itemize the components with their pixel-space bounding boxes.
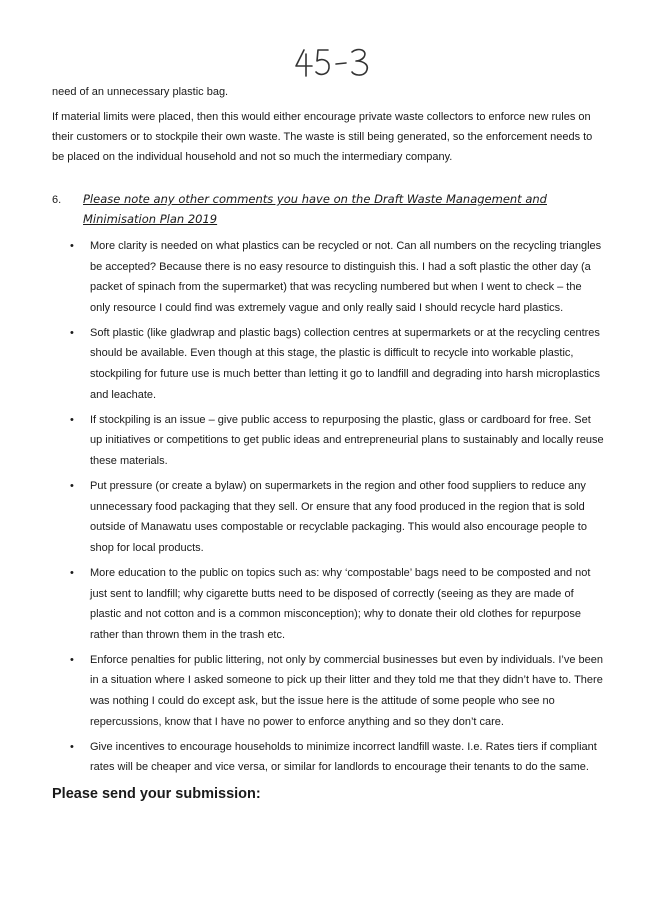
list-item-text: Soft plastic (like gladwrap and plastic bags) collection centres at supermarkets or at the recycling centres should be available. Even though at this stage, the plastic is difficult to recycle into workable plastic, stockpiling for future use is much better than letting it go to landfill and degrading into harsh microplastics and leachate. — [90, 326, 600, 401]
list-item — [62, 410, 604, 472]
list-item-text: Give incentives to encourage households to minimize incorrect landfill waste. I.e. Rates tiers if compliant rates will be cheaper and vice versa, or similar for landlords to encourage their tenants to do the same. — [90, 740, 597, 774]
bullet-icon: • — [70, 653, 74, 666]
comments-list — [62, 236, 604, 782]
list-item — [62, 236, 604, 318]
bullet-icon: • — [70, 240, 74, 252]
list-item-text: Put pressure (or create a bylaw) on supermarkets in the region and other food suppliers to reduce any unnecessary food packaging that they sell. Or ensure that any food produced in the region that is sold outside of Manawatu uses compostable or recyclable packaging. This would also encourage people to shop for local products. — [90, 480, 587, 554]
list-item — [62, 323, 604, 405]
list-item-text: Enforce penalties for public littering, not only by commercial businesses but even by individuals. I’ve been in a situation where I asked someone to pick up their litter and they told me that they didn’t have to. There was nothing I could do except ask, but the issue here is the attitude of some people who see no repercussions, know that I have no power to enforce anything and so they don’t care. — [90, 653, 603, 728]
question-title: Please note any other comments you have on the Draft Waste Management and Minimisation Plan 2019 — [83, 192, 547, 226]
send-submission-heading: Please send your submission: — [52, 786, 261, 802]
bullet-icon: • — [70, 326, 74, 339]
list-item-text: If stockpiling is an issue – give public access to repurposing the plastic, glass or cardboard for free. Set up initiatives or competitions to get public ideas and entrepreneurial plans to sustainably and locally reuse these materials. — [90, 413, 604, 467]
handwritten-page-number — [292, 44, 382, 80]
list-item — [62, 476, 604, 558]
paragraph-material-limits: If material limits were placed, then this would either encourage private waste collectors to enforce new rules on their customers or to stockpile their own waste. The waste is still being generated, so the enforcement needs to be placed on the individual household and not so much the intermediary company. — [52, 111, 593, 163]
bullet-icon: • — [70, 740, 74, 753]
list-item-text: More education to the public on topics such as: why ‘compostable’ bags need to be composted and not just sent to landfill; why cigarette butts need to be disposed of correctly (seeing as they are made of plastic and not cotton and is a common misconception); why to donate their old clothes for repurpose rather than thrown them in the trash etc. — [90, 566, 591, 641]
list-item-text: More clarity is needed on what plastics can be recycled or not. Can all numbers on the recycling triangles be accepted? Because there is no easy resource to distinguish this. I had a soft plastic the other day (a packet of spinach from the supermarket) that was recycling numbered but when I went to check – the only resource I could find was extremely vague and only really said I should recycle hard plastics. — [90, 240, 602, 314]
paragraph-continuation: need of an unnecessary plastic bag. — [52, 86, 229, 98]
list-item — [62, 737, 604, 778]
bullet-icon: • — [70, 566, 74, 579]
list-item — [62, 563, 604, 645]
handwritten-45-3-mark — [292, 44, 382, 80]
bullet-icon: • — [70, 480, 74, 493]
question-number: 6. — [52, 194, 62, 206]
list-item — [62, 650, 604, 732]
bullet-icon: • — [70, 413, 74, 426]
